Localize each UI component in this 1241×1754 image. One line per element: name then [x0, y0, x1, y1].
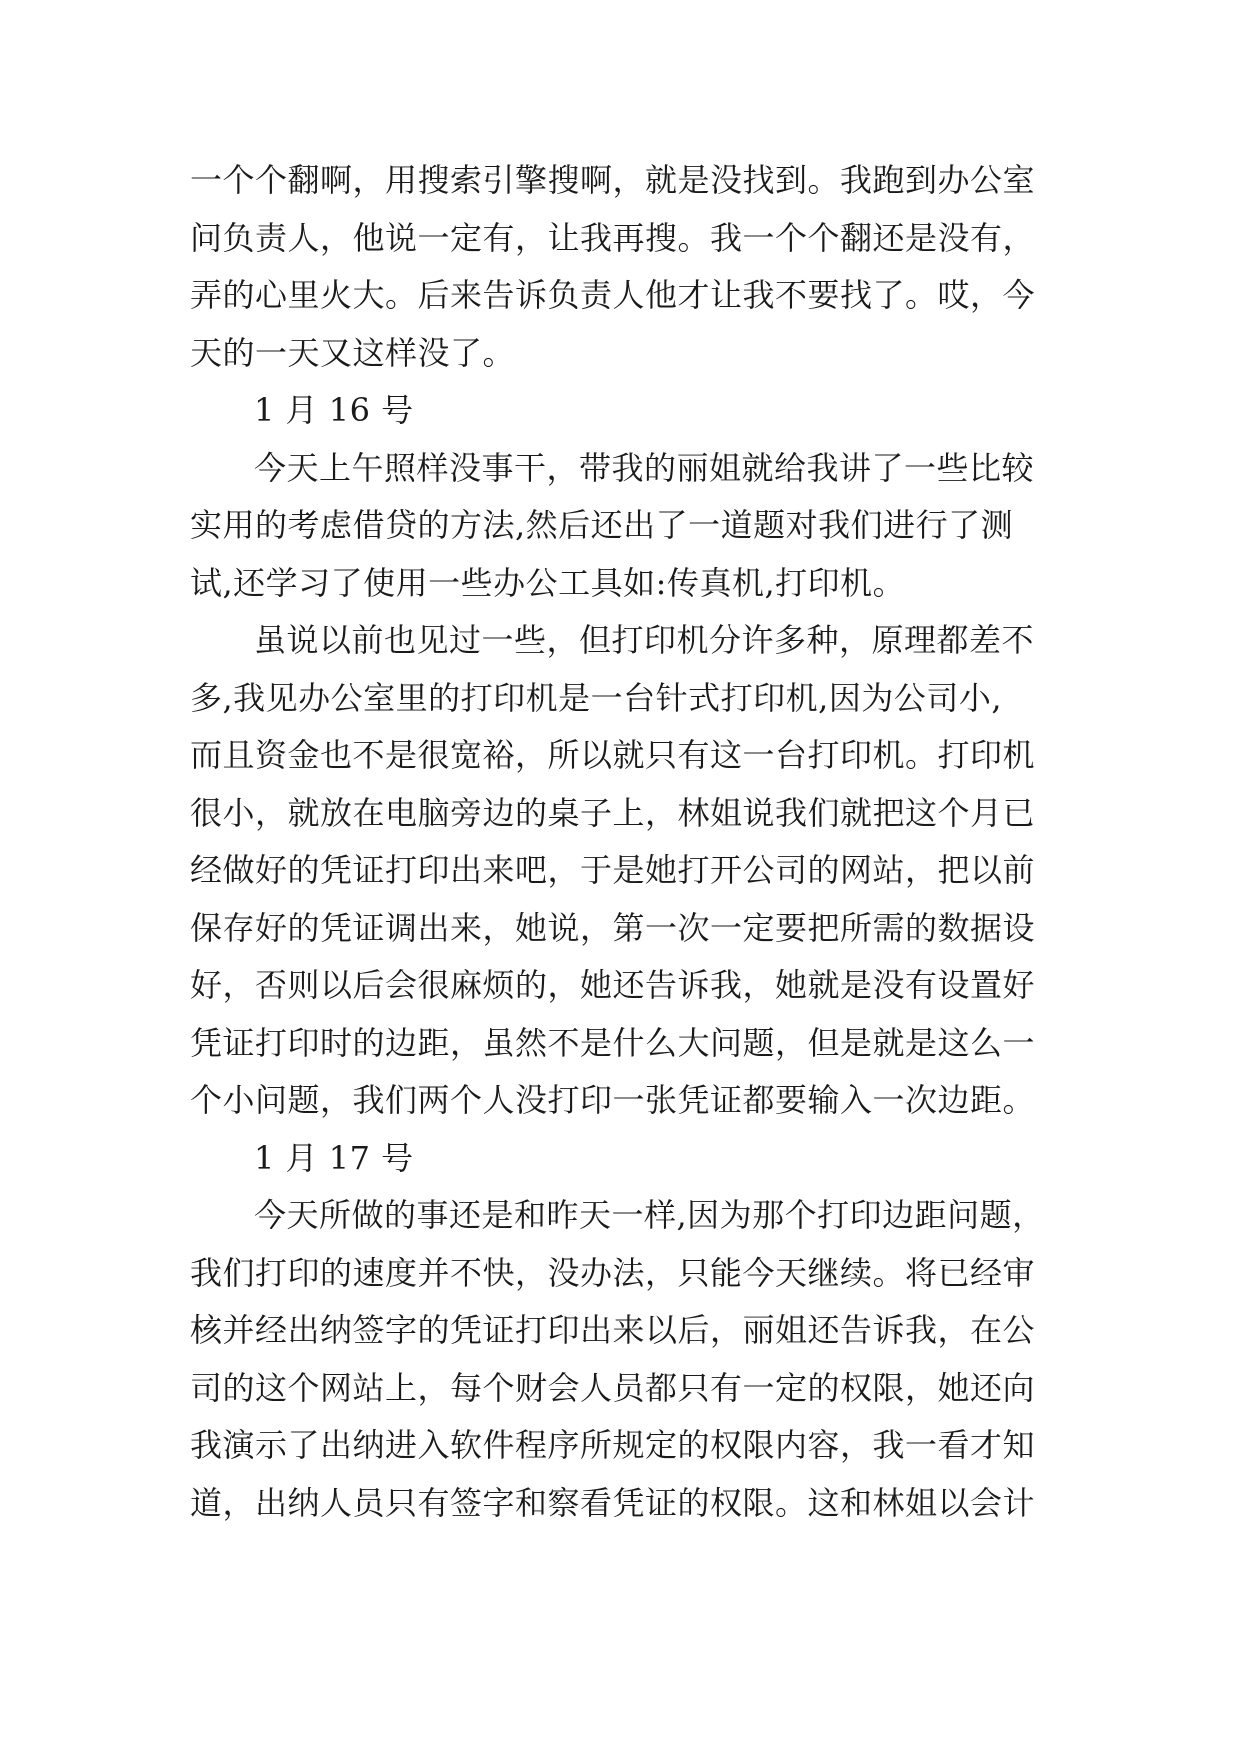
paragraph-start: 虽说以前也见过一些，但打印机分许多种，原理都差不 [254, 621, 1035, 659]
text-line: 问负责人，他说一定有，让我再搜。我一个个翻还是没有， [190, 218, 1036, 257]
text-line: 保存好的凭证调出来，她说，第一次一定要把所需的数据设 [190, 908, 1036, 947]
text-line: 实用的考虑借贷的方法,然后还出了一道题对我们进行了测 [190, 506, 1014, 544]
text-line: 司的这个网站上，每个财会人员都只有一定的权限，她还向 [190, 1368, 1036, 1407]
text-line: 道，出纳人员只有签字和察看凭证的权限。这和林姐以会计 [190, 1483, 1036, 1522]
text-line: 一个个翻啊，用搜索引擎搜啊，就是没找到。我跑到办公室 [190, 161, 1036, 199]
body-text [190, 152, 1070, 1532]
date-heading: 1 月 17 号 [254, 1138, 414, 1177]
paragraph-start: 今天上午照样没事干，带我的丽姐就给我讲了一些比较 [254, 448, 1035, 487]
text-line: 核并经出纳签字的凭证打印出来以后，丽姐还告诉我，在公 [190, 1311, 1036, 1349]
text-line: 好，否则以后会很麻烦的，她还告诉我，她就是没有设置好 [190, 966, 1036, 1004]
text-line: 天的一天又这样没了。 [190, 333, 516, 372]
text-line: 我们打印的速度并不快，没办法，只能今天继续。将已经审 [190, 1253, 1036, 1292]
date-heading: 1 月 16 号 [254, 391, 414, 429]
text-line: 试,还学习了使用一些办公工具如:传真机,打印机。 [190, 563, 906, 602]
text-line: 多,我见办公室里的打印机是一台针式打印机,因为公司小, [190, 678, 1003, 717]
text-line: 很小，就放在电脑旁边的桌子上，林姐说我们就把这个月已 [190, 793, 1036, 832]
text-line: 弄的心里火大。后来告诉负责人他才让我不要找了。哎，今 [190, 276, 1036, 314]
text-line: 我演示了出纳进入软件程序所规定的权限内容，我一看才知 [190, 1426, 1036, 1464]
text-line: 个小问题，我们两个人没打印一张凭证都要输入一次边距。 [190, 1081, 1036, 1119]
text-line: 经做好的凭证打印出来吧，于是她打开公司的网站，把以前 [190, 851, 1036, 889]
text-line: 而且资金也不是很宽裕，所以就只有这一台打印机。打印机 [190, 736, 1036, 774]
text-line: 凭证打印时的边距，虽然不是什么大问题，但是就是这么一 [190, 1023, 1036, 1062]
paragraph-start: 今天所做的事还是和昨天一样,因为那个打印边距问题， [254, 1196, 1045, 1234]
